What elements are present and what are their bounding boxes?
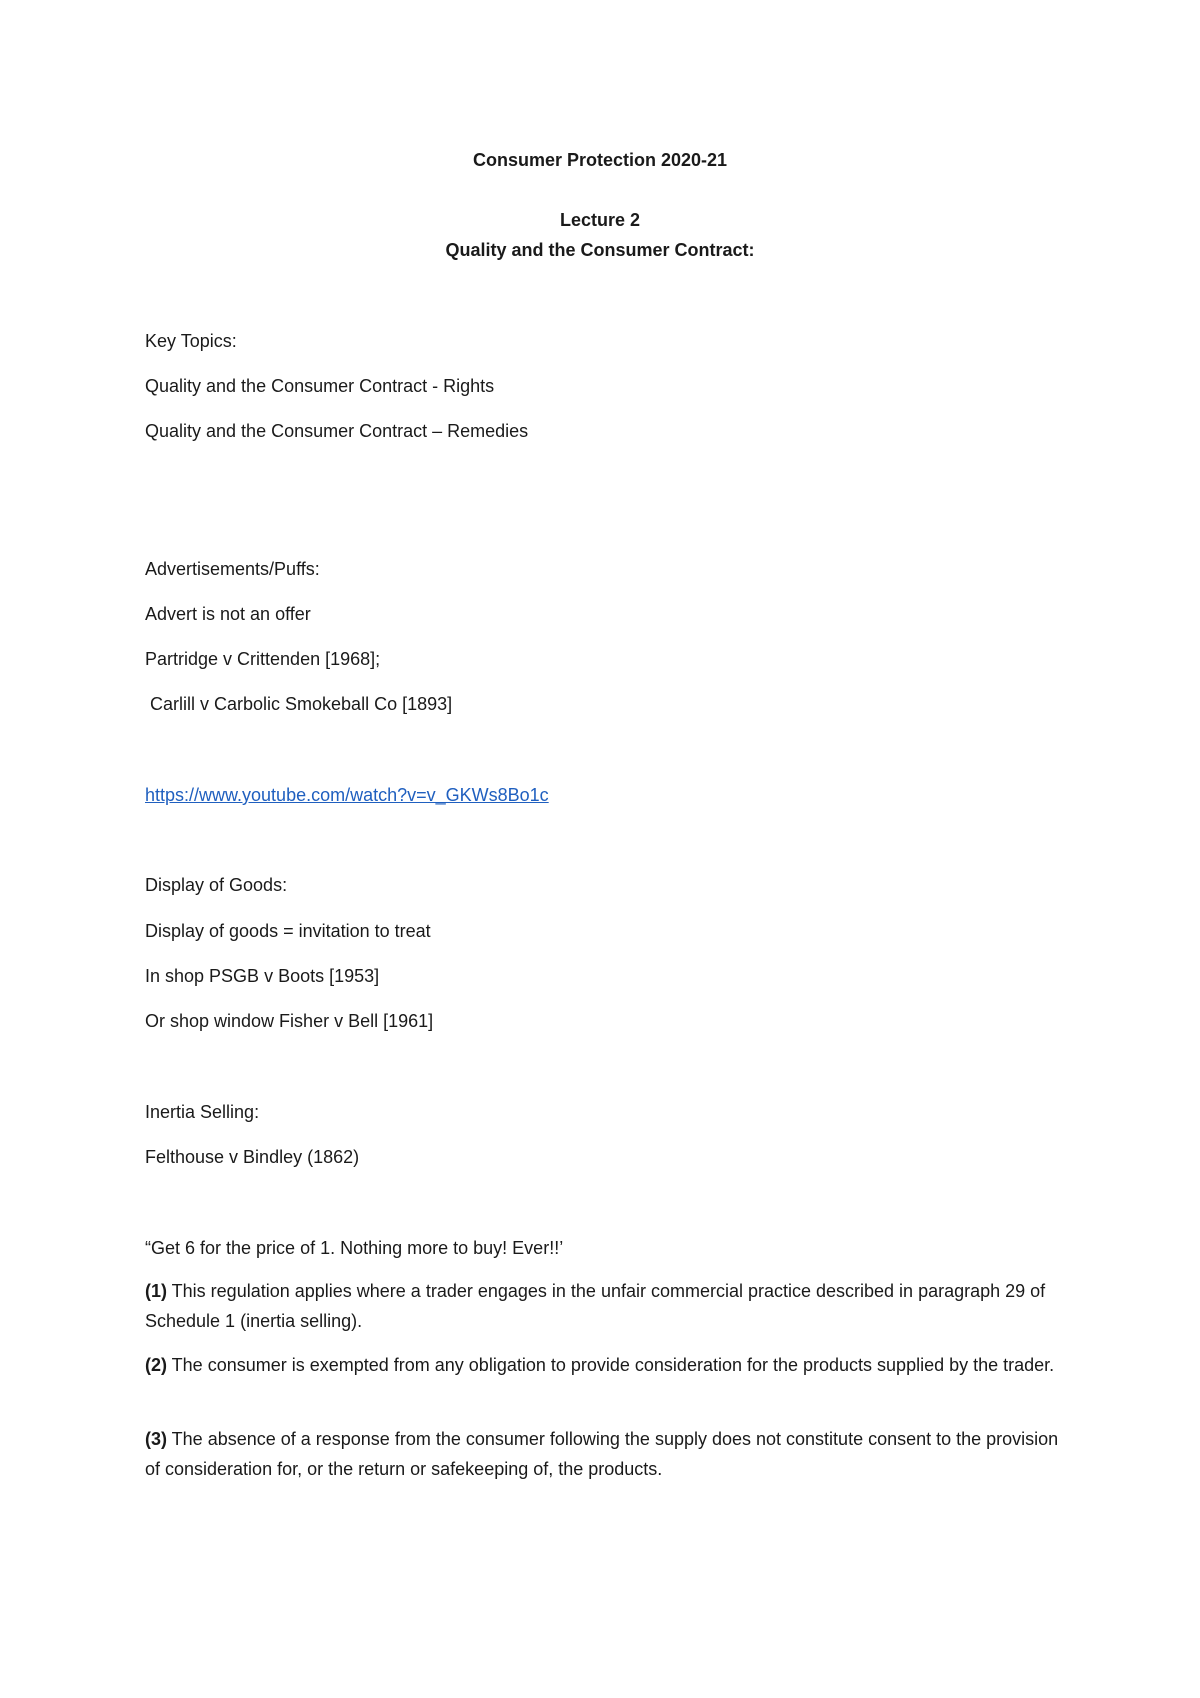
inertia-selling-heading: Inertia Selling: [145, 1102, 260, 1122]
advertisement-item: Carlill v Carbolic Smokeball Co [1893] [145, 694, 453, 714]
display-goods-item: In shop PSGB v Boots [1953] [145, 966, 380, 986]
advertisements-heading: Advertisements/Puffs: [145, 559, 320, 579]
regulation-paragraph [145, 1424, 1065, 1484]
course-title: Consumer Protection 2020-21 [472, 150, 728, 170]
lecture-number: Lecture 2 [559, 210, 641, 230]
paragraph-number: (2) [145, 1355, 167, 1375]
key-topic-item: Quality and the Consumer Contract – Remedies [145, 421, 529, 441]
display-goods-item: Display of goods = invitation to treat [145, 921, 431, 941]
youtube-link[interactable]: https://www.youtube.com/watch?v=v_GKWs8Bo1c [145, 785, 549, 805]
key-topics-heading: Key Topics: [145, 331, 237, 351]
paragraph-text: The consumer is exempted from any obligation to provide consideration for the products supplied by the trader. [167, 1355, 1055, 1375]
paragraph-text: This regulation applies where a trader engages in the unfair commercial practice described in paragraph 29 of Schedule 1 (inertia selling). [145, 1281, 1046, 1331]
paragraph-text: The absence of a response from the consumer following the supply does not constitute consent to the provision of consideration for, or the return or safekeeping of, the products. [145, 1429, 1059, 1479]
display-goods-heading: Display of Goods: [145, 875, 288, 895]
advertisement-item: Advert is not an offer [145, 604, 311, 624]
inertia-case: Felthouse v Bindley (1862) [145, 1147, 360, 1167]
display-goods-item: Or shop window Fisher v Bell [1961] [145, 1011, 434, 1031]
regulation-paragraph [145, 1350, 1065, 1380]
key-topic-item: Quality and the Consumer Contract - Rights [145, 376, 495, 396]
paragraph-number: (3) [145, 1429, 167, 1449]
regulation-paragraph [145, 1276, 1065, 1336]
advertisement-item: Partridge v Crittenden [1968]; [145, 649, 381, 669]
inertia-quote: “Get 6 for the price of 1. Nothing more to buy! Ever!!’ [145, 1238, 564, 1258]
lecture-topic: Quality and the Consumer Contract: [445, 240, 755, 260]
paragraph-number: (1) [145, 1281, 167, 1301]
